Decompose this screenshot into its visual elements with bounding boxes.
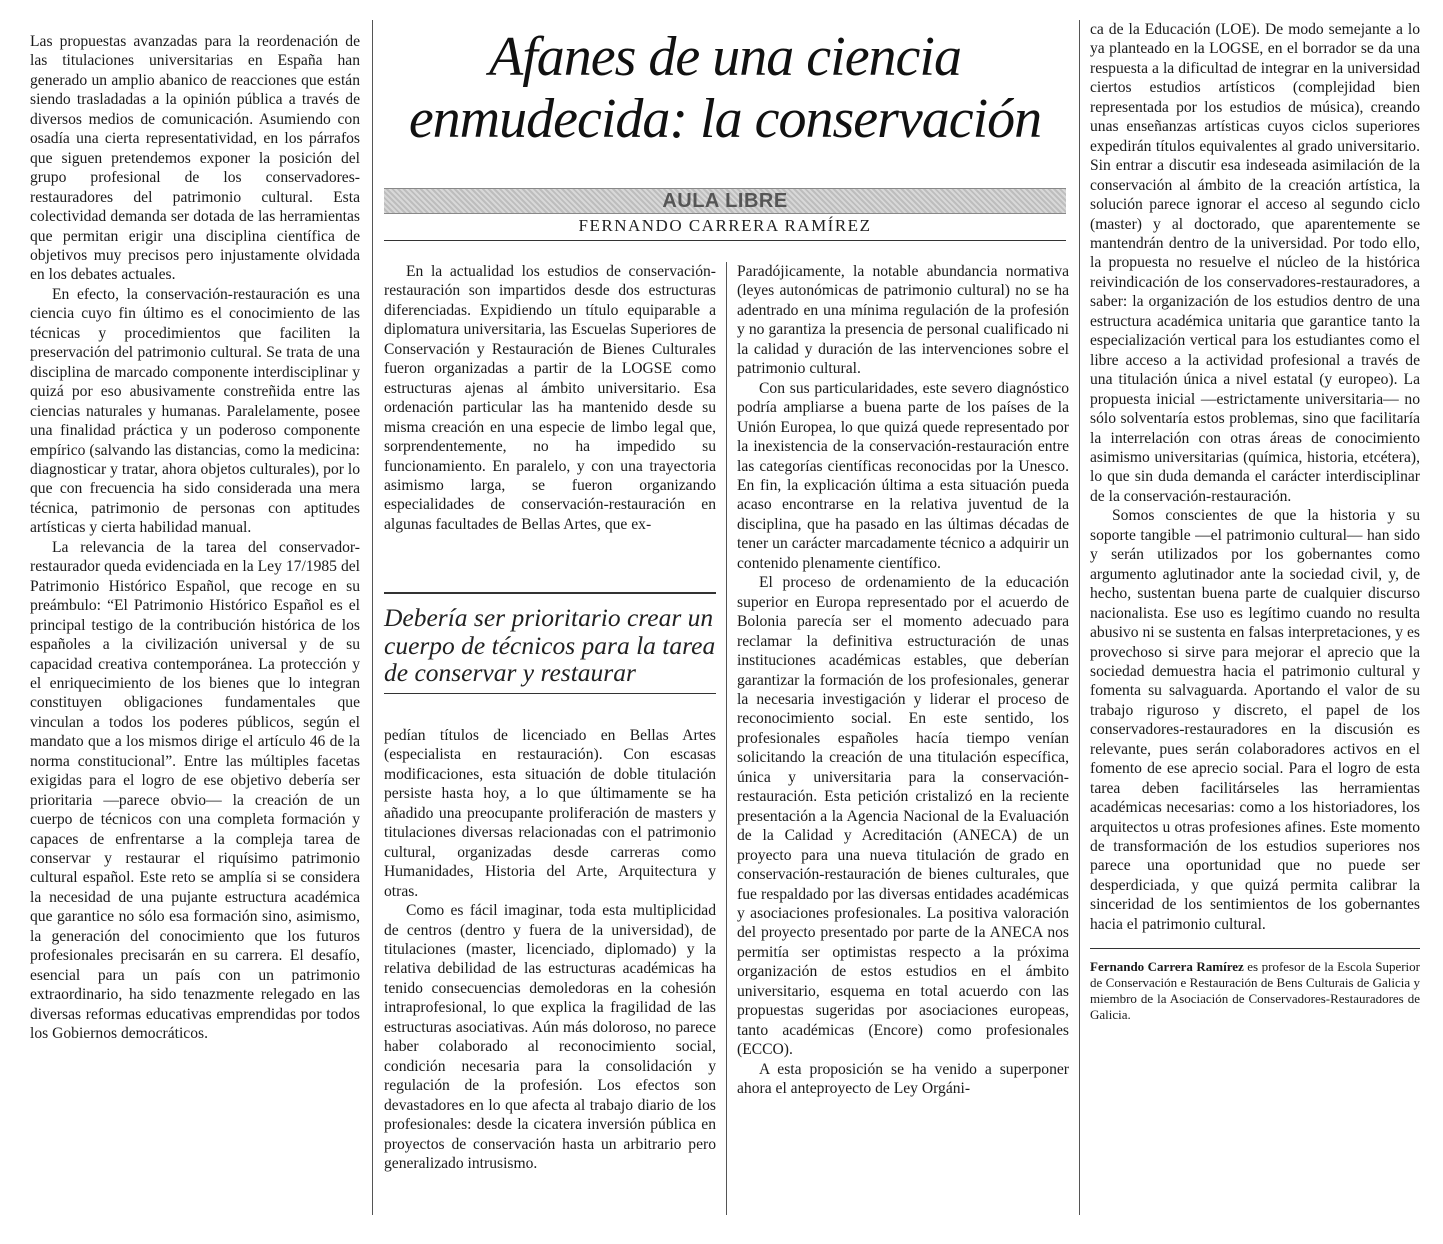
column-4 (1090, 20, 1420, 1023)
column-2 (384, 262, 716, 534)
author-name: Fernando Carrera Ramírez (1090, 959, 1244, 975)
column-3 (737, 262, 1069, 1098)
paragraph: ca de la Educación (LOE). De modo semejante a lo ya planteado en la LOGSE, en el borrador se da una respuesta a la dificultad de integrar en la universidad ciertos estudios artísticos (complejidad bien representada por los estudios de música), creando unas enseñanzas artísticas cuyos ciclos superiores expedirán títulos equivalentes al grado universitario. Sin entrar a discutir esa indeseada asimilación de la conservación al ámbito de la creación artística, la solución parece ignorar el acceso al segundo ciclo (master) y al doctorado, que aparentemente se mantendrán dentro de la universidad. Por todo ello, la propuesta no resuelve el núcleo de la histórica reivindicación de los conservadores-restauradores, a saber: la organización de los estudios dentro de una estructura académica unitaria que garantice tanto la especialización vertical para los estudiantes como el libre acceso a la actividad profesional a través de una titulación única a nivel estatal (y europeo). La propuesta inicial —estrictamente universitaria— no sólo solventaría estos problemas, sino que facilitaría la interrelación con otras áreas de conocimiento asimismo universitarias (química, historia, etcétera), lo que sin duda demanda el carácter interdisciplinar de la conservación-restauración. (1090, 21, 1420, 505)
paragraph: A esta proposición se ha venido a superponer ahora el anteproyecto de Ley Orgáni- (737, 1060, 1069, 1098)
pull-quote: Debería ser prioritario crear un cuerpo de técnicos para la tarea de conservar y restaurar (384, 592, 716, 694)
paragraph: En la actualidad los estudios de conservación-restauración son impartidos desde dos estructuras diferenciadas. Expidiendo un título equiparable a diplomatura universitaria, las Escuelas Superiores de Conservación y Restauración de Bienes Culturales fueron organizadas a partir de la LOGSE como estructuras ajenas al ámbito universitario. Esa ordenación particular las ha mantenido desde su misma creación en una especie de limbo legal que, sorprendentemente, no ha impedido su funcionamiento. En paralelo, y con una trayectoria asimismo larga, se fueron organizando especialidades de conservación-restauración en algunas facultades de Bellas Artes, que ex- (384, 263, 716, 533)
section-label: AULA LIBRE (662, 190, 788, 212)
column-1 (30, 32, 360, 1044)
column-divider (726, 262, 727, 1215)
headline: Afanes de una ciencia enmudecida: la conservación (408, 26, 1042, 150)
author-rule (1090, 948, 1420, 949)
paragraph: pedían títulos de licenciado en Bellas Artes (especialista en restauración). Con escasas modificaciones, esta situación de doble titulación persiste hasta hoy, a lo que últimamente se ha añadido una preocupante proliferación de masters y titulaciones diversas relacionadas con el patrimonio cultural, organizadas desde carreras como Humanidades, Historia del Arte, Arquitectura y otras. (384, 727, 716, 900)
byline: FERNANDO CARRERA RAMÍREZ (578, 216, 872, 235)
column-divider (372, 20, 373, 1215)
paragraph: Somos conscientes de que la historia y su soporte tangible —el patrimonio cultural— han sido y serán utilizados por los gobernantes como argumento aglutinador ante la sociedad civil, y, de hecho, sustentan buena parte de cualquier discurso nacionalista. Ese uso es legítimo cuando no resulta abusivo ni se sustenta en falsas interpretaciones, y es provechoso si sirve para mejorar el aprecio que la sociedad demuestra hacia el patrimonio cultural y fomenta su salvaguarda. Aportando el valor de su trabajo riguroso y discreto, el papel de los conservadores-restauradores en la discusión es relevante, pues serán colaboradores activos en el fomento de ese aprecio social. Para el logro de esta tarea deben facilitárseles las herramientas académicas necesarias: como a los historiadores, los arquitectos u otras profesiones afines. Este momento de transformación de los estudios superiores nos parece una oportunidad que no puede ser desperdiciada, y que quizá permita calibrar la sinceridad de los sentimientos de los gobernantes hacia el patrimonio cultural. (1090, 507, 1420, 933)
author-note (1090, 959, 1420, 1023)
paragraph: Paradójicamente, la notable abundancia normativa (leyes autonómicas de patrimonio cultural) no se ha adentrado en una mínima regulación de la profesión y no garantiza la presencia de personal cualificado ni la calidad y duración de las intervenciones sobre el patrimonio cultural. (737, 263, 1069, 378)
byline-rule (384, 240, 1066, 241)
column-divider (1079, 20, 1080, 1215)
paragraph: Como es fácil imaginar, toda esta multiplicidad de centros (dentro y fuera de la universidad), de titulaciones (master, licenciado, diplomado) y la relativa debilidad de las estructuras académicas ha tenido consecuencias demoledoras en la cohesión intraprofesional, lo que explica la fragilidad de las estructuras asociativas. Aún más doloroso, no parece haber colaborado al reconocimiento social, condición necesaria para la consolidación y regulación de la profesión. Los efectos son devastadores en lo que afecta al trabajo diario de los profesionales: desde la cicatera inversión pública en proyectos de conservación hasta un arbitrario pero generalizado intrusismo. (384, 902, 716, 1172)
column-2-continued (384, 726, 716, 1173)
paragraph: Las propuestas avanzadas para la reordenación de las titulaciones universitarias en España han generado un amplio abanico de reacciones que están siendo trasladadas a la opinión pública a través de diversos medios de comunicación. Asumiendo con osadía una cierta representatividad, en los párrafos que siguen pretendemos exponer la posición del grupo profesional de los conservadores-restauradores del patrimonio cultural. Esta colectividad demanda ser dotada de las herramientas que permitan erigir una disciplina científica de objetivos muy precisos pero injustamente olvidada en los debates actuales. (30, 33, 360, 284)
author-description: es profesor de la Escola Superior de Conservación e Restauración de Bens Culturais de Galicia y miembro de la Asociación de Conservadores-Restauradores de Galicia. (1090, 959, 1420, 1023)
paragraph: En efecto, la conservación-restauración es una ciencia cuyo fin último es el conocimiento de las técnicas y procedimientos que faciliten la preservación del patrimonio cultural. Se trata de una disciplina de marcado componente interdisciplinar y quizá por eso abusivamente constreñida entre las ciencias naturales y humanas. Paralelamente, posee una finalidad práctica y un poderoso componente empírico (salvando las distancias, como la medicina: diagnosticar y tratar, ahora objetos culturales), por lo que con frecuencia ha sido considerada una mera técnica, patrimonio de personas con aptitudes artísticas y cierta habilidad manual. (30, 285, 360, 537)
paragraph: Con sus particularidades, este severo diagnóstico podría ampliarse a buena parte de los países de la Unión Europea, lo que quizá quede representado por la inexistencia de la conservación-restauración entre las categorías científicas reconocidas por la Unesco. En fin, la explicación última a esta situación pueda acaso encontrarse en la relativa juventud de la disciplina, que ha pasado en las últimas décadas de tener un carácter marcadamente técnico a adquirir un contenido plenamente científico. (737, 379, 1069, 572)
paragraph: El proceso de ordenamiento de la educación superior en Europa representado por el acuerdo de Bolonia parecía ser el momento adecuado para reclamar la definitiva estructuración de unas instituciones académicas estables, que deberían garantizar la formación de los profesionales, generar la necesaria investigación y liderar el proceso de reconocimiento social. En este sentido, los profesionales españoles hacía tiempo venían solicitando la creación de una titulación específica, única y universitaria para la conservación-restauración. Esta petición cristalizó en la reciente presentación a la Agencia Nacional de la Evaluación de la Calidad y Acreditación (ANECA) de un proyecto para una nueva titulación de grado en conservación-restauración de bienes culturales, que fue respaldado por las diversas entidades académicas y asociaciones profesionales. La positiva valoración del proyecto presentado por parte de la ANECA nos permitía ser optimistas respecto a la próxima organización de estos estudios en el ámbito universitario, esquema en total acuerdo con las propuestas sugeridas por asociaciones europeas, tanto académicas (Encore) como profesionales (ECCO). (737, 574, 1069, 1059)
section-band (384, 188, 1066, 214)
paragraph: La relevancia de la tarea del conservador-restaurador queda evidenciada en la Ley 17/1985 del Patrimonio Histórico Español, que recoge en su preámbulo: “El Patrimonio Histórico Español es el principal testigo de la contribución histórica de los españoles a la civilización universal y de su capacidad creativa contemporánea. La protección y el enriquecimiento de los bienes que lo integran constituyen obligaciones fundamentales que vinculan a todos los poderes públicos, según el mandato que a los mismos dirige el artículo 46 de la norma constitucional”. Entre las múltiples facetas exigidas para el logro de ese objetivo debería ser prioritaria —parece obvio— la creación de un cuerpo de técnicos con una completa formación y capaces de enfrentarse a la compleja tarea de conservar y restaurar el riquísimo patrimonio cultural español. Este reto se amplía si se considera la necesidad de una pujante estructura académica que garantice no sólo esa formación sino, asimismo, la generación del conocimiento que los futuros profesionales precisarán en su carrera. El desafío, esencial para un país con un patrimonio extraordinario, ha sido tenazmente relegado en las diversas reformas educativas emprendidas por todos los Gobiernos democráticos. (30, 538, 360, 1043)
